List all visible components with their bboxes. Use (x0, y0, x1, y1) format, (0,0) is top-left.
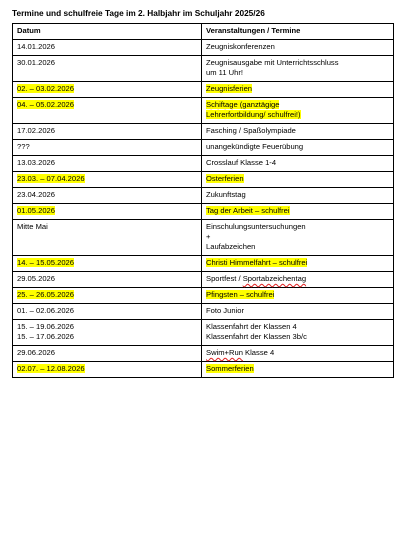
date-highlight: 23.03. – 07.04.2026 (17, 174, 85, 183)
event-highlight: Sportfest / Sportabzeichentag (206, 274, 307, 283)
event-text (206, 306, 389, 316)
date-cell (13, 140, 202, 156)
event-cell (202, 56, 394, 82)
date-text (17, 348, 197, 358)
date-text (17, 306, 197, 316)
table-row (13, 272, 394, 288)
event-text (206, 242, 389, 252)
date-highlight: 14.01.2026 (17, 42, 56, 51)
date-text (17, 206, 197, 216)
event-cell (202, 288, 394, 304)
event-text (206, 42, 389, 52)
date-cell (13, 82, 202, 98)
event-cell (202, 220, 394, 256)
date-cell (13, 346, 202, 362)
event-cell (202, 98, 394, 124)
event-cell (202, 140, 394, 156)
date-highlight: 15. – 17.06.2026 (17, 332, 75, 341)
event-highlight: Zeugnisferien (206, 84, 253, 93)
event-text (206, 332, 389, 342)
date-cell (13, 320, 202, 346)
event-highlight: Lehrerfortbildung/ schulfrei!) (206, 110, 301, 119)
table-row (13, 140, 394, 156)
spellcheck-flag: Swim+Run (206, 348, 243, 357)
date-text (17, 258, 197, 268)
date-text (17, 222, 197, 232)
event-highlight: Fasching / Spaßolympiade (206, 126, 296, 135)
event-highlight: Tag der Arbeit – schulfrei (206, 206, 290, 215)
date-cell (13, 98, 202, 124)
date-text (17, 364, 197, 374)
date-cell (13, 272, 202, 288)
event-text (206, 190, 389, 200)
date-text (17, 126, 197, 136)
date-highlight: ??? (17, 142, 30, 151)
event-highlight: Zeugnisausgabe mit Unterrichtsschluss (206, 58, 339, 67)
date-text (17, 190, 197, 200)
table-row (13, 346, 394, 362)
date-highlight: 01.05.2026 (17, 206, 56, 215)
event-cell (202, 256, 394, 272)
date-cell (13, 204, 202, 220)
date-highlight: 15. – 19.06.2026 (17, 322, 75, 331)
table-row (13, 304, 394, 320)
event-cell (202, 124, 394, 140)
event-text (206, 100, 389, 110)
date-highlight: 04. – 05.02.2026 (17, 100, 75, 109)
date-text (17, 332, 197, 342)
date-highlight: 13.03.2026 (17, 158, 56, 167)
table-row (13, 98, 394, 124)
date-cell (13, 188, 202, 204)
event-cell (202, 362, 394, 378)
event-highlight: + (206, 232, 211, 241)
event-highlight: Pfingsten – schulfrei (206, 290, 275, 299)
event-highlight: Foto Junior (206, 306, 244, 315)
date-text (17, 174, 197, 184)
event-cell (202, 188, 394, 204)
date-text (17, 290, 197, 300)
event-text (206, 126, 389, 136)
date-cell (13, 220, 202, 256)
date-highlight: 01. – 02.06.2026 (17, 306, 75, 315)
event-highlight: unangekündigte Feuerübung (206, 142, 304, 151)
table-row (13, 362, 394, 378)
date-text (17, 274, 197, 284)
event-text (206, 142, 389, 152)
date-text (17, 100, 197, 110)
event-highlight: Einschulungsuntersuchungen (206, 222, 306, 231)
event-highlight: Klassenfahrt der Klassen 4 (206, 322, 297, 331)
date-cell (13, 288, 202, 304)
event-cell (202, 272, 394, 288)
event-text (206, 290, 389, 300)
date-highlight: 23.04.2026 (17, 190, 56, 199)
event-highlight: Sommerferien (206, 364, 254, 373)
date-text (17, 142, 197, 152)
date-text (17, 42, 197, 52)
date-highlight: 02. – 03.02.2026 (17, 84, 75, 93)
event-text (206, 174, 389, 184)
document-title: Termine und schulfreie Tage im 2. Halbjahr im Schuljahr 2025/26 (12, 8, 265, 18)
table-row (13, 82, 394, 98)
table-row (13, 156, 394, 172)
date-highlight: 02.07. – 12.08.2026 (17, 364, 85, 373)
schedule-rows (13, 40, 394, 378)
spellcheck-flag: Sportabzeichentag (242, 274, 307, 283)
table-header-row (13, 24, 394, 40)
event-text (206, 348, 389, 358)
event-text (206, 222, 389, 232)
date-text (17, 322, 197, 332)
event-cell (202, 204, 394, 220)
event-highlight: um 11 Uhr! (206, 68, 243, 77)
date-cell (13, 172, 202, 188)
date-highlight: 17.02.2026 (17, 126, 56, 135)
event-text (206, 68, 389, 78)
event-text (206, 274, 389, 284)
column-header-event: Veranstaltungen / Termine (202, 24, 394, 40)
event-text (206, 110, 389, 120)
table-row (13, 124, 394, 140)
date-highlight: Mitte Mai (17, 222, 48, 231)
date-cell (13, 40, 202, 56)
date-highlight: 25. – 26.05.2026 (17, 290, 75, 299)
event-highlight: Osterferien (206, 174, 244, 183)
event-cell (202, 40, 394, 56)
date-text (17, 84, 197, 94)
event-highlight: Zeugniskonferenzen (206, 42, 275, 51)
event-text (206, 84, 389, 94)
date-cell (13, 124, 202, 140)
table-row (13, 204, 394, 220)
table-row (13, 56, 394, 82)
event-highlight: Swim+Run Klasse 4 (206, 348, 275, 357)
table-row (13, 256, 394, 272)
date-highlight: 29.06.2026 (17, 348, 56, 357)
event-cell (202, 304, 394, 320)
date-highlight: 30.01.2026 (17, 58, 56, 67)
date-text (17, 158, 197, 168)
event-cell (202, 172, 394, 188)
event-text (206, 364, 389, 374)
event-highlight: Christi Himmelfahrt – schulfrei (206, 258, 308, 267)
event-highlight: Zukunftstag (206, 190, 246, 199)
event-cell (202, 156, 394, 172)
date-cell (13, 362, 202, 378)
event-highlight: Schiftage (ganztägige (206, 100, 280, 109)
event-text (206, 232, 389, 242)
event-cell (202, 82, 394, 98)
event-text (206, 158, 389, 168)
event-highlight: Klassenfahrt der Klassen 3b/c (206, 332, 307, 341)
event-text (206, 58, 389, 68)
event-highlight: Crosslauf Klasse 1-4 (206, 158, 277, 167)
date-cell (13, 156, 202, 172)
table-row (13, 40, 394, 56)
date-highlight: 29.05.2026 (17, 274, 56, 283)
date-text (17, 58, 197, 68)
event-text (206, 322, 389, 332)
schedule-table (12, 23, 394, 378)
date-cell (13, 304, 202, 320)
date-highlight: 14. – 15.05.2026 (17, 258, 75, 267)
event-cell (202, 320, 394, 346)
event-cell (202, 346, 394, 362)
date-cell (13, 56, 202, 82)
column-header-date: Datum (13, 24, 202, 40)
event-text (206, 258, 389, 268)
table-row (13, 288, 394, 304)
table-row (13, 188, 394, 204)
spellcheck-flag: Schiftage (206, 100, 238, 109)
table-row (13, 320, 394, 346)
date-cell (13, 256, 202, 272)
event-highlight: Laufabzeichen (206, 242, 256, 251)
table-row (13, 220, 394, 256)
event-text (206, 206, 389, 216)
table-row (13, 172, 394, 188)
